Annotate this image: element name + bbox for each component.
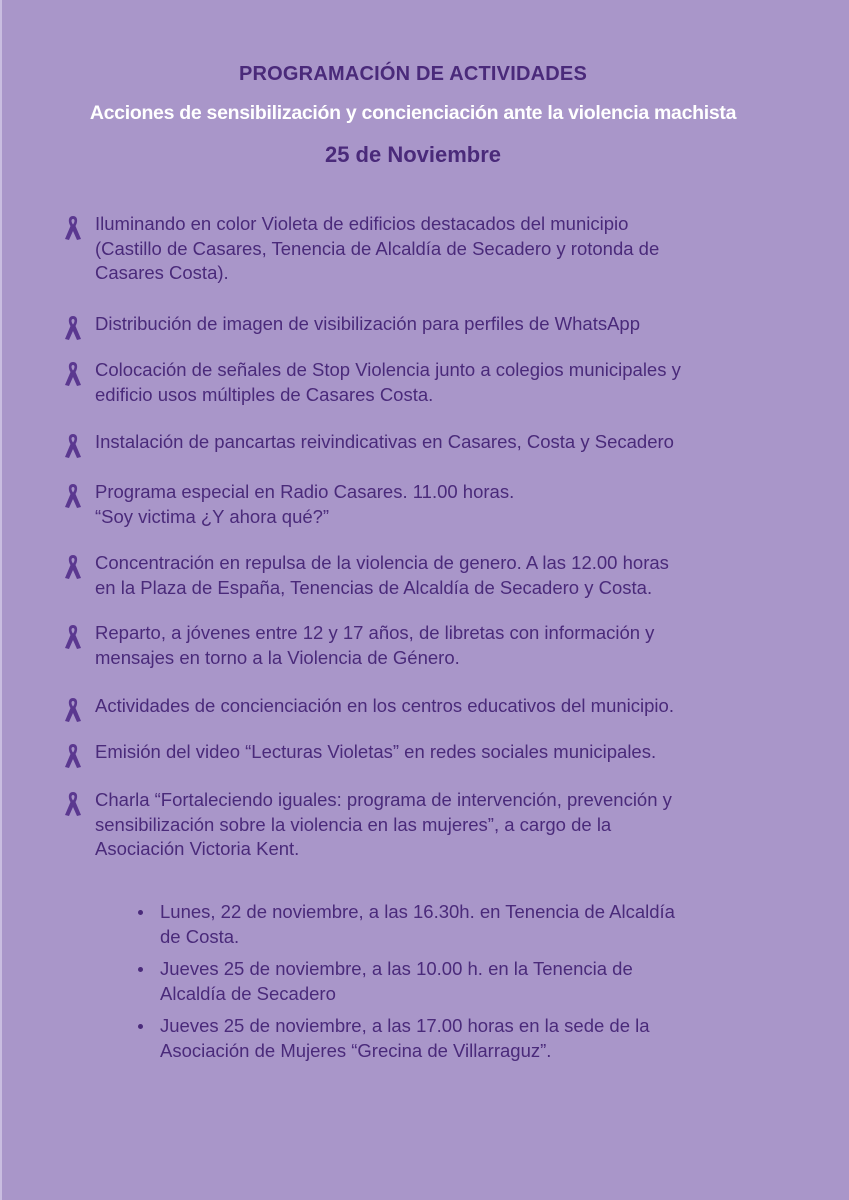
ribbon-icon	[62, 482, 84, 510]
bullet-icon	[138, 910, 143, 915]
page-title: PROGRAMACIÓN DE ACTIVIDADES	[238, 63, 587, 85]
ribbon-icon	[62, 623, 84, 651]
activity-text: Concentración en repulsa de la violencia de genero. A las 12.00 horas en la Plaza de España, Tenencias de Alcaldía de Secadero y Costa.	[95, 552, 669, 598]
activity-text: Actividades de concienciación en los centros educativos del municipio.	[95, 695, 674, 716]
ribbon-icon	[62, 553, 84, 581]
session-text: Jueves 25 de noviembre, a las 10.00 h. en la Tenencia de Alcaldía de Secadero	[160, 958, 633, 1004]
activity-text: Colocación de señales de Stop Violencia junto a colegios municipales y edificio usos múltiples de Casares Costa.	[95, 359, 681, 405]
ribbon-icon	[62, 432, 84, 460]
activity-text: Reparto, a jóvenes entre 12 y 17 años, de libretas con información y mensajes en torno a la Violencia de Género.	[95, 622, 655, 668]
session-text: Jueves 25 de noviembre, a las 17.00 horas en la sede de la Asociación de Mujeres “Grecina de Villarraguz”.	[160, 1015, 650, 1061]
activity-text: Programa especial en Radio Casares. 11.00 horas. “Soy victima ¿Y ahora qué?”	[95, 481, 515, 527]
activity-text: Instalación de pancartas reivindicativas en Casares, Costa y Secadero	[95, 431, 674, 452]
session-text: Lunes, 22 de noviembre, a las 16.30h. en Tenencia de Alcaldía de Costa.	[160, 901, 675, 947]
ribbon-icon	[62, 790, 84, 818]
activity-text: Iluminando en color Violeta de edificios destacados del municipio (Castillo de Casares, Tenencia de Alcaldía de Secadero y rotonda de Casares Costa).	[95, 213, 660, 283]
activity-text: Emisión del video “Lecturas Violetas” en redes sociales municipales.	[95, 741, 657, 762]
event-date: 25 de Noviembre	[324, 142, 502, 167]
ribbon-icon	[62, 696, 84, 724]
bullet-icon	[138, 1024, 143, 1029]
activity-text: Distribución de imagen de visibilización para perfiles de WhatsApp	[95, 313, 641, 334]
ribbon-icon	[62, 742, 84, 770]
ribbon-icon	[62, 214, 84, 242]
ribbon-icon	[62, 360, 84, 388]
activity-text: Charla “Fortaleciendo iguales: programa de intervención, prevención y sensibilización sobre la violencia en las mujeres”, a cargo de la Asociación Victoria Kent.	[95, 789, 672, 859]
bullet-icon	[138, 967, 143, 972]
page-subtitle: Acciones de sensibilización y concienciación ante la violencia machista	[89, 102, 737, 124]
ribbon-icon	[62, 314, 84, 342]
